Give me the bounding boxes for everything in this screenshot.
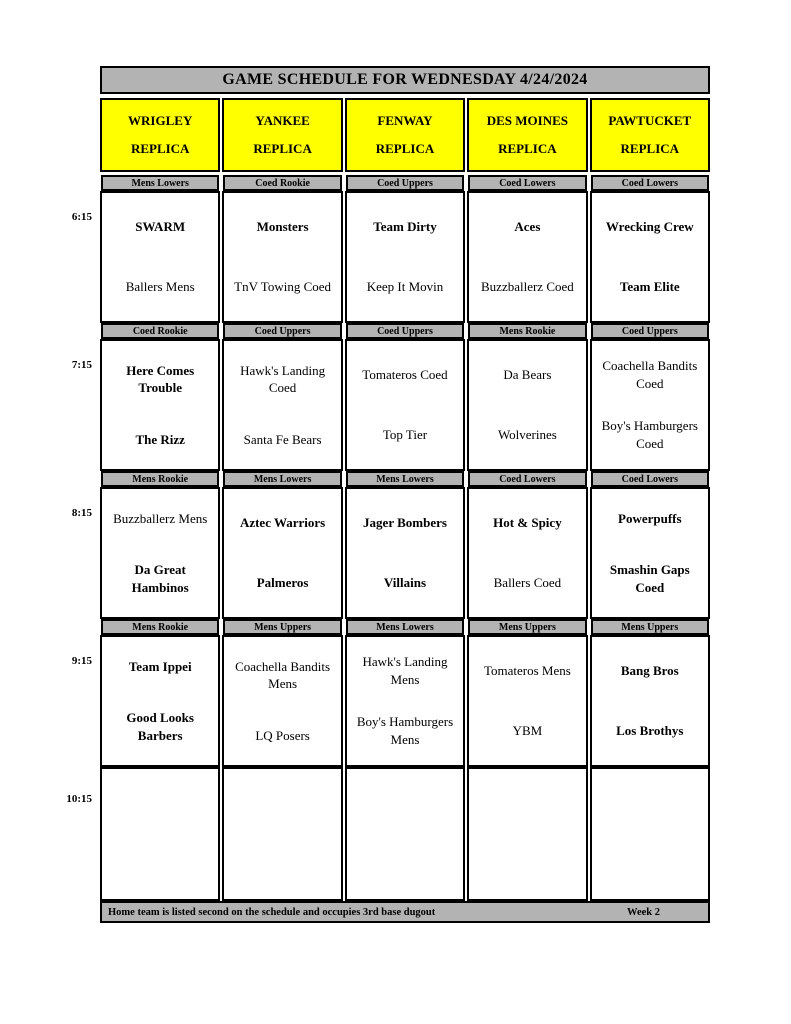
games-row-915 xyxy=(100,635,710,767)
division-row-815 xyxy=(100,471,710,487)
division-label: Mens Lowers xyxy=(346,471,464,487)
game-cell xyxy=(100,635,220,767)
away-team: Da Bears xyxy=(503,367,552,383)
away-team: Wrecking Crew xyxy=(605,219,694,235)
game-cell xyxy=(345,191,465,323)
division-row-715 xyxy=(100,323,710,339)
away-team: Tomateros Mens xyxy=(483,663,571,679)
time-label: 7:15 xyxy=(71,359,92,371)
home-team: Buzzballerz Coed xyxy=(481,279,574,295)
away-team: Monsters xyxy=(256,219,309,235)
footer-note: Home team is listed second on the schedule and occupies 3rd base dugout xyxy=(108,906,436,918)
away-team: Powerpuffs xyxy=(618,510,682,526)
game-cell xyxy=(222,339,342,471)
game-cell xyxy=(100,339,220,471)
division-label: Coed Lowers xyxy=(468,175,586,191)
field-name: DES MOINES xyxy=(486,112,569,128)
empty-game-cell xyxy=(100,767,220,901)
time-label: 9:15 xyxy=(71,655,92,667)
game-cell xyxy=(590,487,710,619)
away-team: Bang Bros xyxy=(620,663,679,679)
field-header-pawtucket xyxy=(590,98,710,172)
empty-game-cell xyxy=(222,767,342,901)
game-cell xyxy=(467,487,587,619)
field-header-des-moines xyxy=(467,98,587,172)
field-name: YANKEE xyxy=(255,112,310,128)
division-label: Coed Rookie xyxy=(223,175,341,191)
division-row-615 xyxy=(100,175,710,191)
game-cell xyxy=(467,339,587,471)
division-label: Coed Uppers xyxy=(346,175,464,191)
week-label: Week 2 xyxy=(627,906,660,918)
time-label: 8:15 xyxy=(71,507,92,519)
division-label: Mens Uppers xyxy=(223,619,341,635)
field-type: REPLICA xyxy=(498,141,557,157)
game-cell xyxy=(467,191,587,323)
home-team: Ballers Mens xyxy=(125,279,195,295)
field-header-yankee xyxy=(222,98,342,172)
games-row-815 xyxy=(100,487,710,619)
home-team: Top Tier xyxy=(382,427,428,443)
game-cell xyxy=(222,487,342,619)
game-cell xyxy=(590,191,710,323)
home-team: Palmeros xyxy=(256,575,309,591)
division-label: Mens Uppers xyxy=(468,619,586,635)
division-label: Mens Rookie xyxy=(101,619,219,635)
home-team: TnV Towing Coed xyxy=(234,279,332,295)
division-label: Mens Uppers xyxy=(591,619,709,635)
field-header-fenway xyxy=(345,98,465,172)
division-label: Mens Lowers xyxy=(346,619,464,635)
empty-game-cell xyxy=(345,767,465,901)
division-label: Coed Lowers xyxy=(591,175,709,191)
home-team: YBM xyxy=(512,723,543,739)
field-type: REPLICA xyxy=(620,141,680,157)
home-team: LQ Posers xyxy=(255,727,310,743)
schedule-table xyxy=(66,66,710,923)
empty-game-cell xyxy=(590,767,710,901)
division-row-915 xyxy=(100,619,710,635)
away-team: Coachella Bandits Coed xyxy=(602,358,698,391)
home-team: The Rizz xyxy=(135,431,185,447)
game-cell xyxy=(222,191,342,323)
away-team: Tomateros Coed xyxy=(362,367,448,383)
game-cell xyxy=(345,487,465,619)
home-team: Smashin Gaps Coed xyxy=(609,562,690,595)
home-team: Keep It Movin xyxy=(366,279,444,295)
away-team: Team Ippei xyxy=(128,658,192,674)
field-header-wrigley xyxy=(100,98,220,172)
home-team: Santa Fe Bears xyxy=(243,431,322,447)
footer-bar xyxy=(100,901,710,923)
home-team: Team Elite xyxy=(619,279,680,295)
away-team: Here Comes Trouble xyxy=(126,362,195,396)
division-label: Coed Rookie xyxy=(101,323,219,339)
home-team: Good Looks Barbers xyxy=(126,710,194,743)
field-header-row xyxy=(100,98,710,172)
home-team: Villains xyxy=(383,575,427,591)
games-row-715 xyxy=(100,339,710,471)
page-title: GAME SCHEDULE FOR WEDNESDAY 4/24/2024 xyxy=(100,66,710,94)
game-cell xyxy=(590,635,710,767)
game-cell xyxy=(100,487,220,619)
home-team: Boy's Hamburgers Coed xyxy=(601,418,698,451)
game-cell xyxy=(590,339,710,471)
division-label: Mens Lowers xyxy=(101,175,219,191)
games-row-1015 xyxy=(100,767,710,901)
game-cell xyxy=(100,191,220,323)
away-team: Hawk's Landing Mens xyxy=(362,654,448,687)
field-name: WRIGLEY xyxy=(128,112,193,128)
away-team: Hot & Spicy xyxy=(493,515,562,531)
game-cell xyxy=(345,635,465,767)
division-label: Coed Uppers xyxy=(223,323,341,339)
away-team: SWARM xyxy=(135,219,186,235)
home-team: Los Brothys xyxy=(616,723,684,739)
time-label: 10:15 xyxy=(66,793,92,805)
away-team: Jager Bombers xyxy=(363,515,447,531)
away-team: Aztec Warriors xyxy=(239,515,326,531)
field-type: REPLICA xyxy=(253,141,312,157)
field-name: PAWTUCKET xyxy=(608,112,692,128)
away-team: Buzzballerz Mens xyxy=(113,510,208,526)
division-label: Coed Lowers xyxy=(468,471,586,487)
away-team: Coachella Bandits Mens xyxy=(235,658,331,692)
game-cell xyxy=(222,635,342,767)
division-label: Coed Lowers xyxy=(591,471,709,487)
home-team: Da Great Hambinos xyxy=(131,562,189,595)
field-type: REPLICA xyxy=(375,141,435,157)
division-label: Mens Rookie xyxy=(101,471,219,487)
home-team: Ballers Coed xyxy=(493,575,562,591)
empty-game-cell xyxy=(467,767,587,901)
time-label: 6:15 xyxy=(71,211,92,223)
division-label: Mens Rookie xyxy=(468,323,586,339)
division-label: Mens Lowers xyxy=(223,471,341,487)
field-name: FENWAY xyxy=(377,112,433,128)
away-team: Team Dirty xyxy=(373,219,437,235)
home-team: Boy's Hamburgers Mens xyxy=(356,714,454,747)
game-cell xyxy=(345,339,465,471)
away-team: Aces xyxy=(514,219,541,235)
home-team: Wolverines xyxy=(497,427,557,443)
division-label: Coed Uppers xyxy=(591,323,709,339)
game-cell xyxy=(467,635,587,767)
division-label: Coed Uppers xyxy=(346,323,464,339)
games-row-615 xyxy=(100,191,710,323)
field-type: REPLICA xyxy=(130,141,190,157)
away-team: Hawk's Landing Coed xyxy=(240,362,326,396)
